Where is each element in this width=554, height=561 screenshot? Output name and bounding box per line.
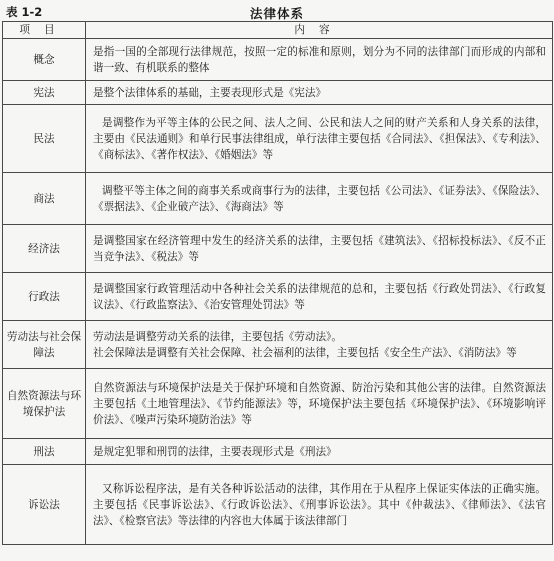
content-cell (86, 39, 553, 81)
content-paragraph: 社会保障法是调整有关社会保障、社会福利的法律，主要包括《安全生产法》、《消防法》等 (93, 346, 517, 359)
content-paragraph: 又称诉讼程序法，是有关各种诉讼活动的法律，其作用在于从程序上保证实体法的正确实施。主要包括《民事诉讼法》、《行政诉讼法》、《刑事诉讼法》。其中《仲裁法》、《律师法》、《法官法》、《检察官法》等法律的内容也大体属于该法律部门 (93, 482, 546, 527)
term-cell: 概念 (3, 39, 86, 81)
content-cell (86, 369, 553, 439)
content-paragraph: 是调整国家在经济管理中发生的经济关系的法律，主要包括《建筑法》、《招标投标法》、《反不正当竞争法》、《税法》等 (93, 234, 546, 263)
content-paragraph: 是调整国家行政管理活动中各种社会关系的法律规范的总和，主要包括《行政处罚法》、《行政复议法》、《行政监察法》、《治安管理处罚法》等 (93, 282, 546, 311)
content-cell (86, 173, 553, 225)
table-row (3, 465, 553, 545)
term-cell: 自然资源法与环境保护法 (3, 369, 86, 439)
term-cell: 劳动法与社会保障法 (3, 321, 86, 369)
table-caption (0, 0, 554, 22)
table-row (3, 321, 553, 369)
term-cell: 商法 (3, 173, 86, 225)
content-cell (86, 465, 553, 545)
legal-system-table (2, 21, 553, 545)
content-paragraph: 自然资源法与环境保护法是关于保护环境和自然资源、防治污染和其他公害的法律。自然资源法主要包括《土地管理法》、《节约能源法》等，环境保护法主要包括《环境保护法》、《环境影响评价法》、《噪声污染环境防治法》等 (93, 381, 546, 426)
content-cell (86, 81, 553, 105)
term-cell: 经济法 (3, 225, 86, 273)
content-cell (86, 321, 553, 369)
content-paragraph: 调整平等主体之间的商事关系或商事行为的法律，主要包括《公司法》、《证券法》、《保险法》、《票据法》、《企业破产法》、《海商法》等 (93, 184, 546, 213)
content-paragraph: 是规定犯罪和刑罚的法律，主要表现形式是《刑法》 (93, 445, 337, 458)
term-cell: 民法 (3, 105, 86, 173)
header-content: 内容 (86, 22, 553, 39)
content-paragraph: 是整个法律体系的基础，主要表现形式是《宪法》 (93, 86, 327, 99)
term-cell: 行政法 (3, 273, 86, 321)
term-cell: 诉讼法 (3, 465, 86, 545)
table-title: 法律体系 (249, 6, 304, 21)
table-row (3, 173, 553, 225)
term-cell: 宪法 (3, 81, 86, 105)
content-paragraph: 劳动法是调整劳动关系的法律，主要包括《劳动法》。 (93, 330, 342, 343)
table-row (3, 225, 553, 273)
table-row (3, 81, 553, 105)
term-cell: 刑法 (3, 439, 86, 465)
content-cell (86, 225, 553, 273)
header-row (3, 22, 553, 39)
header-item: 项目 (3, 22, 86, 39)
content-cell (86, 273, 553, 321)
table-number: 表 1-2 (6, 5, 43, 19)
content-cell (86, 105, 553, 173)
content-paragraph: 是指一国的全部现行法律规范，按照一定的标准和原则，划分为不同的法律部门而形成的内部和谐一致、有机联系的整体 (93, 45, 546, 74)
table-row (3, 369, 553, 439)
table-row (3, 273, 553, 321)
content-paragraph: 是调整作为平等主体的公民之间、法人之间、公民和法人之间的财产关系和人身关系的法律，主要由《民法通则》和单行民事法律组成，单行法律主要包括《合同法》、《担保法》、《专利法》、《商标法》、《著作权法》、《婚姻法》等 (93, 116, 546, 161)
table-row (3, 105, 553, 173)
content-cell (86, 439, 553, 465)
table-row (3, 39, 553, 81)
table-row (3, 439, 553, 465)
